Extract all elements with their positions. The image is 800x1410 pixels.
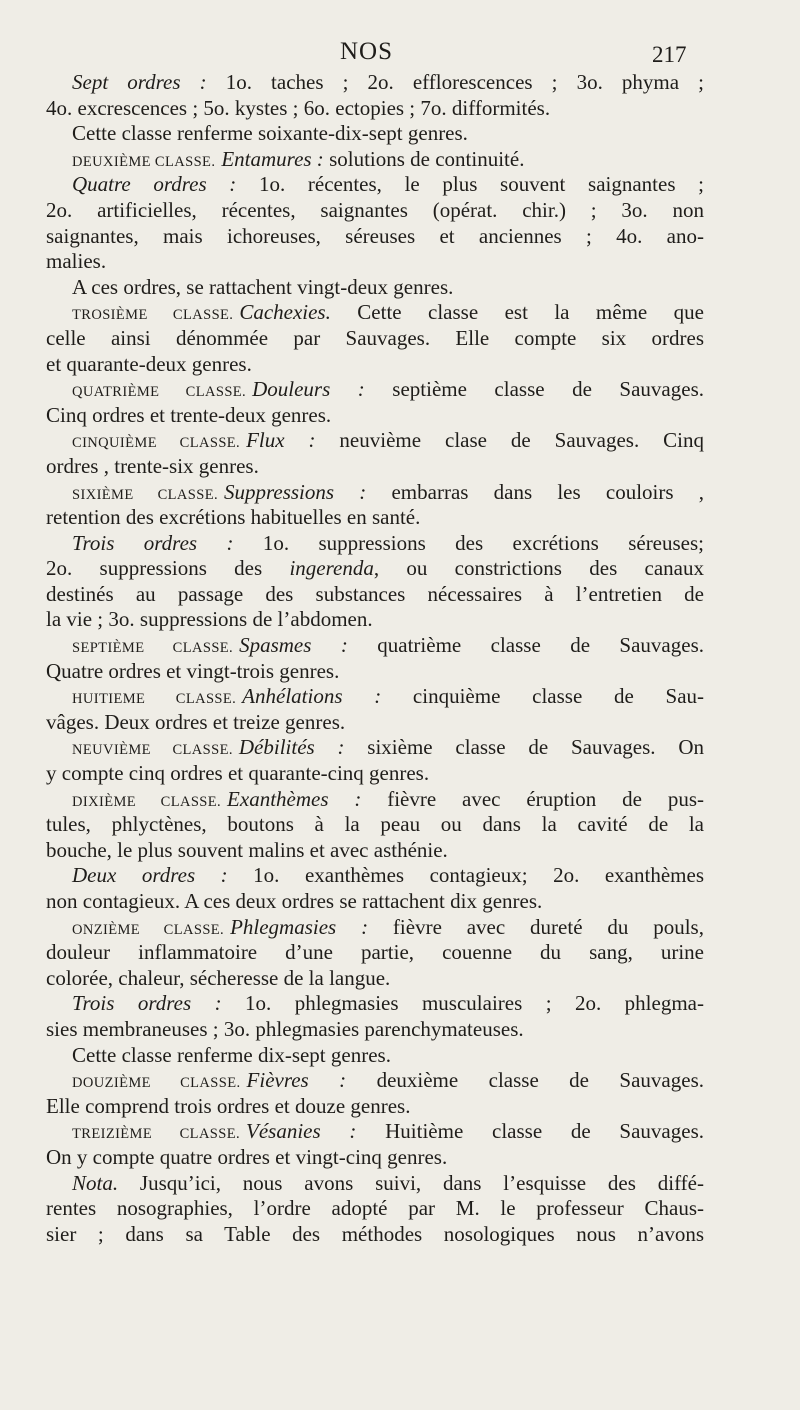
italic-text: Anhélations : bbox=[242, 684, 382, 709]
text-line bbox=[46, 403, 704, 429]
text-segment: bouche, le plus souvent malins et avec asthénie. bbox=[46, 837, 448, 862]
text-line bbox=[46, 505, 704, 531]
text-line bbox=[46, 70, 704, 96]
text-segment: solutions de continuité. bbox=[323, 146, 525, 171]
text-line bbox=[46, 224, 704, 250]
class-heading: HUITIEME CLASSE. bbox=[72, 691, 237, 708]
text-segment: fièvre avec dureté du pouls, bbox=[368, 914, 704, 939]
text-line bbox=[46, 198, 704, 224]
text-segment: destinés au passage des substances nécessaires à l’entretien de bbox=[46, 581, 704, 606]
text-segment: Cette classe renferme soixante-dix-sept genres. bbox=[72, 121, 468, 146]
class-heading: DIXIÈME CLASSE. bbox=[72, 793, 222, 810]
text-line bbox=[46, 96, 704, 122]
text-segment: 1o. taches ; 2o. efflorescences ; 3o. phyma ; bbox=[206, 70, 704, 94]
text-line bbox=[46, 787, 704, 813]
italic-text: Quatre ordres : bbox=[72, 172, 237, 197]
class-heading: SEPTIÈME CLASSE. bbox=[72, 640, 234, 657]
text-line bbox=[46, 377, 704, 403]
italic-text: Suppressions : bbox=[224, 479, 367, 504]
text-segment: non contagieux. A ces deux ordres se rattachent dix genres. bbox=[46, 889, 543, 913]
text-segment: la vie ; 3o. suppressions de l’abdomen. bbox=[46, 607, 373, 632]
text-line bbox=[46, 684, 704, 710]
text-segment: septième classe de Sauvages. bbox=[364, 377, 704, 402]
italic-text: Cachexies. bbox=[239, 300, 331, 325]
text-segment: et quarante-deux genres. bbox=[46, 351, 252, 376]
text-line bbox=[46, 863, 704, 889]
italic-text: ingerenda bbox=[289, 556, 374, 581]
text-segment: colorée, chaleur, sécheresse de la langue. bbox=[46, 965, 391, 990]
text-segment: embarras dans les couloirs , bbox=[366, 479, 704, 504]
text-line bbox=[46, 326, 704, 352]
text-line bbox=[46, 480, 704, 506]
text-line bbox=[46, 1196, 704, 1222]
text-line bbox=[46, 940, 704, 966]
italic-text: Douleurs : bbox=[252, 377, 365, 402]
text-segment: fièvre avec éruption de pus- bbox=[361, 786, 704, 811]
text-line bbox=[46, 352, 704, 378]
text-segment: cinquième classe de Sau- bbox=[381, 684, 704, 709]
text-line bbox=[46, 454, 704, 480]
class-heading: NEUVIÈME CLASSE. bbox=[72, 742, 233, 759]
text-segment: On y compte quatre ordres et vingt-cinq genres. bbox=[46, 1144, 448, 1169]
italic-text: Trois ordres : bbox=[72, 991, 222, 1016]
text-line bbox=[46, 607, 704, 633]
text-segment: rentes nosographies, l’ordre adopté par M. le professeur Chaus- bbox=[46, 1196, 704, 1221]
text-segment: quatrième classe de Sauvages. bbox=[347, 633, 704, 658]
text-segment: retention des excrétions habituelles en santé. bbox=[46, 505, 421, 530]
italic-text: Vésanies : bbox=[246, 1119, 357, 1144]
class-heading: TREIZIÈME CLASSE. bbox=[72, 1126, 241, 1143]
page-header bbox=[0, 38, 800, 72]
class-heading: DEUXIÈME CLASSE. bbox=[72, 153, 216, 170]
text-line bbox=[46, 1094, 704, 1120]
text-line bbox=[46, 582, 704, 608]
italic-text: Trois ordres : bbox=[72, 530, 234, 555]
text-segment: 4o. excrescences ; 5o. kystes ; 6o. ectopies ; 7o. difformités. bbox=[46, 95, 551, 120]
italic-text: Fièvres : bbox=[246, 1068, 347, 1093]
text-line bbox=[46, 249, 704, 275]
italic-text: Phlegmasies : bbox=[230, 914, 369, 939]
class-heading: ONZIÈME CLASSE. bbox=[72, 921, 225, 938]
text-line bbox=[46, 1043, 704, 1069]
text-line bbox=[46, 428, 704, 454]
text-segment: vâges. Deux ordres et treize genres. bbox=[46, 709, 346, 734]
text-segment: 1o. phlegmasies musculaires ; 2o. phlegma- bbox=[221, 991, 704, 1016]
text-line bbox=[46, 889, 704, 915]
italic-text: Deux ordres : bbox=[72, 863, 228, 888]
text-segment: A ces ordres, se rattachent vingt-deux genres. bbox=[72, 274, 454, 299]
text-segment: sier ; dans sa Table des méthodes nosologiques nous n’avons bbox=[46, 1221, 704, 1246]
text-line bbox=[46, 300, 704, 326]
text-segment: ordres , trente-six genres. bbox=[46, 453, 259, 478]
text-line bbox=[46, 735, 704, 761]
text-line bbox=[46, 710, 704, 736]
text-line bbox=[46, 633, 704, 659]
italic-text: Sept ordres : bbox=[72, 70, 207, 94]
text-segment: y compte cinq ordres et quarante-cinq genres. bbox=[46, 761, 430, 786]
italic-text: Exanthèmes : bbox=[227, 786, 362, 811]
text-line bbox=[46, 121, 704, 147]
text-segment: neuvième clase de Sauvages. Cinq bbox=[315, 428, 704, 453]
text-line bbox=[46, 147, 704, 173]
italic-text: Nota. bbox=[72, 1170, 119, 1195]
italic-text: Débilités : bbox=[238, 735, 345, 760]
text-segment: Cette classe renferme dix-sept genres. bbox=[72, 1042, 391, 1067]
text-segment: douleur inflammatoire d’une partie, couenne du sang, urine bbox=[46, 940, 704, 965]
text-line bbox=[46, 1171, 704, 1197]
italic-text: Entamures : bbox=[221, 146, 324, 171]
text-segment: 1o. suppressions des excrétions séreuses; bbox=[233, 530, 704, 555]
text-segment: sixième classe de Sauvages. On bbox=[344, 735, 704, 760]
text-segment: malies. bbox=[46, 249, 107, 274]
page-number: 217 bbox=[652, 42, 687, 67]
text-segment: Cinq ordres et trente-deux genres. bbox=[46, 402, 332, 427]
text-line bbox=[46, 1222, 704, 1248]
running-head: NOS bbox=[340, 38, 394, 65]
class-heading: CINQUIÈME CLASSE. bbox=[72, 435, 241, 452]
text-segment: saignantes, mais ichoreuses, séreuses et anciennes ; 4o. ano- bbox=[46, 223, 704, 248]
text-line bbox=[46, 915, 704, 941]
text-segment: Jusqu’ici, nous avons suivi, dans l’esquisse des diffé- bbox=[118, 1170, 704, 1195]
class-heading: QUATRIÈME CLASSE. bbox=[72, 384, 247, 401]
text-segment: 1o. exanthèmes contagieux; 2o. exanthèmes bbox=[227, 863, 704, 888]
text-segment: celle ainsi dénommée par Sauvages. Elle compte six ordres bbox=[46, 325, 704, 350]
text-line bbox=[46, 531, 704, 557]
text-segment: sies membraneuses ; 3o. phlegmasies parenchymateuses. bbox=[46, 1016, 524, 1041]
italic-text: Spasmes : bbox=[239, 633, 348, 658]
text-line bbox=[46, 812, 704, 838]
class-heading: DOUZIÈME CLASSE. bbox=[72, 1075, 241, 1092]
text-line bbox=[46, 838, 704, 864]
italic-text: Flux : bbox=[246, 428, 316, 453]
text-segment: tules, phlyctènes, boutons à la peau ou dans la cavité de la bbox=[46, 812, 704, 837]
text-line bbox=[46, 761, 704, 787]
text-line bbox=[46, 275, 704, 301]
class-heading: TROSIÈME CLASSE. bbox=[72, 307, 234, 324]
body-text bbox=[46, 70, 704, 1247]
text-line bbox=[46, 1017, 704, 1043]
text-segment: deuxième classe de Sauvages. bbox=[346, 1068, 704, 1093]
text-line bbox=[46, 556, 704, 582]
text-segment: 2o. suppressions des bbox=[46, 556, 290, 581]
class-heading: SIXIÈME CLASSE. bbox=[72, 486, 218, 503]
text-line bbox=[46, 1145, 704, 1171]
text-line bbox=[46, 172, 704, 198]
text-line bbox=[46, 1119, 704, 1145]
text-segment: Quatre ordres et vingt-trois genres. bbox=[46, 658, 340, 683]
text-segment: , ou constrictions des canaux bbox=[373, 556, 704, 581]
text-segment: 1o. récentes, le plus souvent saignantes ; bbox=[236, 172, 704, 197]
text-segment: Elle comprend trois ordres et douze genres. bbox=[46, 1093, 411, 1118]
text-segment: Cette classe est la même que bbox=[330, 300, 704, 325]
text-line bbox=[46, 991, 704, 1017]
text-line bbox=[46, 659, 704, 685]
text-line bbox=[46, 966, 704, 992]
text-line bbox=[46, 1068, 704, 1094]
text-segment: 2o. artificielles, récentes, saignantes (opérat. chir.) ; 3o. non bbox=[46, 197, 704, 222]
text-segment: Huitième classe de Sauvages. bbox=[356, 1119, 704, 1144]
